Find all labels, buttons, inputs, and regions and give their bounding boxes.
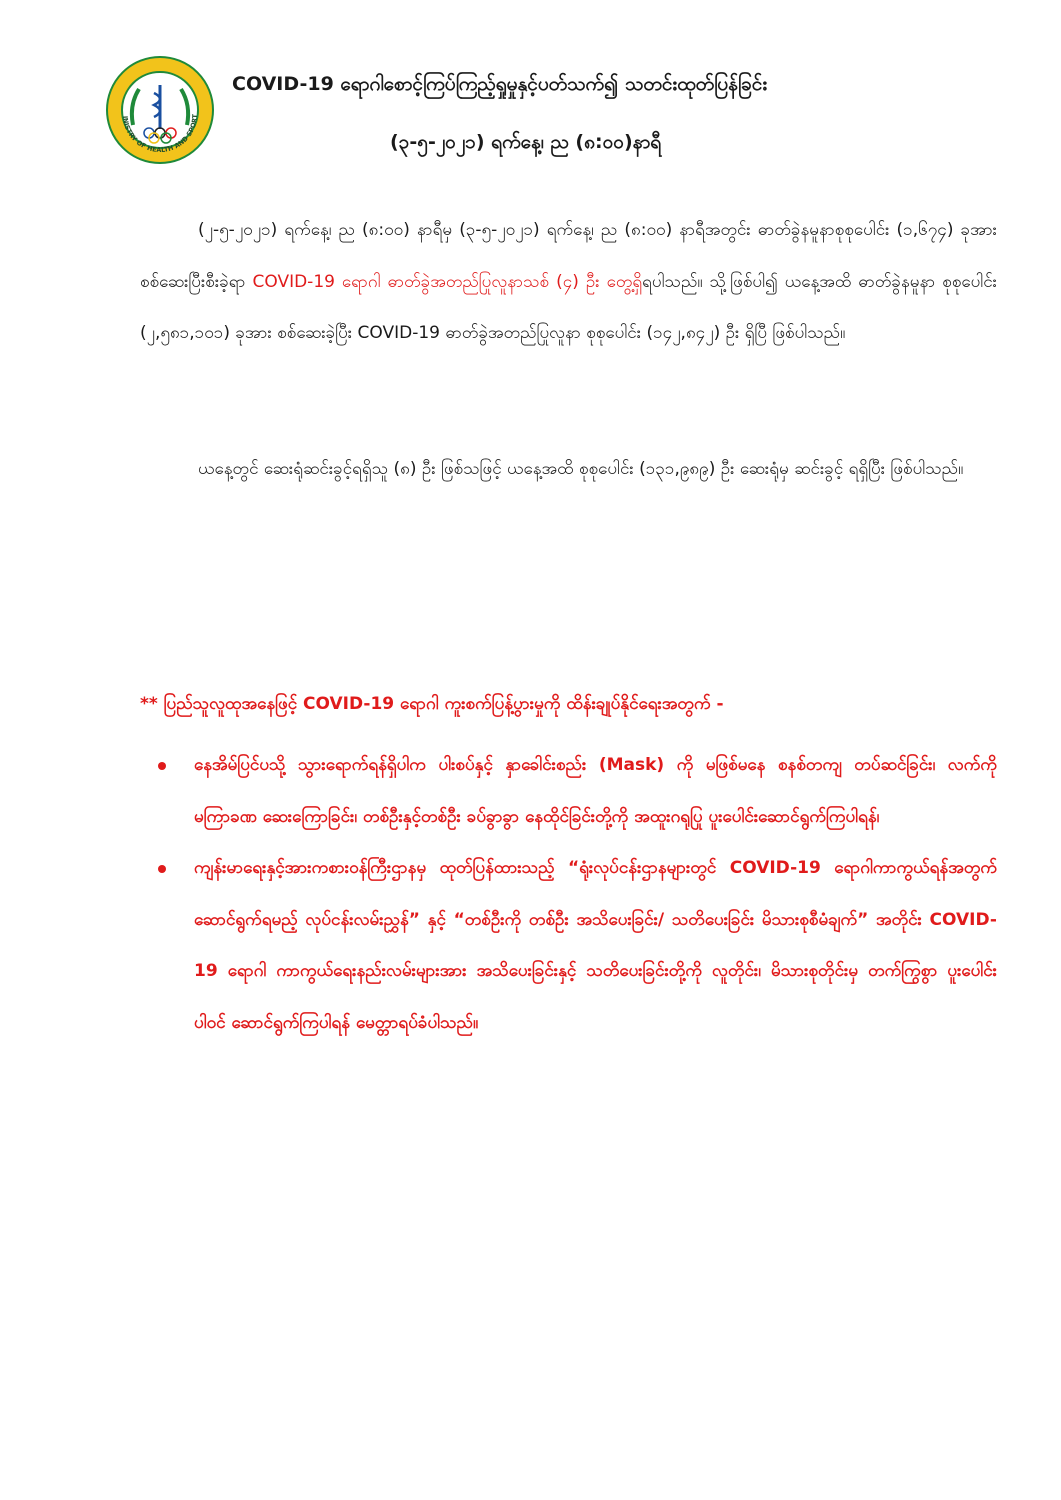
ministry-emblem-icon [105, 55, 215, 165]
advice-list-item [140, 843, 997, 1049]
report-paragraph-2 [140, 444, 997, 496]
paragraph-1-part-1: (၂-၅-၂၀၂၁) ရက်နေ့၊ ည (၈:၀၀) နာရီမှ (၃-၅-၂၀၂၁) ရက်နေ့၊ ည (၈:၀၀) နာရီအတွင်း ဓာတ်ခွဲနမူနာစုစုပေါင်း (၁,၆၇၄) ခုအား စစ်ဆေးပြီးစီးခဲ့ရာ [140, 220, 997, 292]
advice-list [140, 740, 997, 1049]
paragraph-1-part-2: ရပါသည်။ သို့ဖြစ်ပါ၍ ယနေ့အထိ ဓာတ်ခွဲနမူနာ စုစုပေါင်း (၂,၅၈၁,၁၀၁) ခုအား စစ်ဆေးခဲ့ပြီး COVID-19 ဓာတ်ခွဲအတည်ပြုလူနာ စုစုပေါင်း (၁၄၂,၈၄၂) ဦး ရှိပြီ ဖြစ်ပါသည်။ [140, 271, 997, 343]
advice-item-text: နေအိမ်ပြင်ပသို့ သွားရောက်ရန်ရှိပါက ပါးစပ်နှင့် နှာခေါင်းစည်း (Mask) ကို မဖြစ်မနေ စနစ်တကျ တပ်ဆင်ခြင်း၊ လက်ကို မကြာခဏ ဆေးကြောခြင်း၊ တစ်ဦးနှင့်တစ်ဦး ခပ်ခွာခွာ နေထိုင်ခြင်းတို့ကို အထူးဂရုပြု ပူးပေါင်းဆောင်ရွက်ကြပါရန်၊ [194, 755, 997, 827]
page-subtitle: (၃-၅-၂၀၂၁) ရက်နေ့၊ ည (၈:၀၀)နာရီ [390, 131, 662, 153]
bullet-icon [158, 762, 166, 770]
report-paragraph-1 [140, 205, 997, 360]
paragraph-2-text: ယနေ့တွင် ဆေးရုံဆင်းခွင့်ရရှိသူ (၈) ဦး ဖြစ်သဖြင့် ယနေ့အထိ စုစုပေါင်း (၁၃၁,၉၈၉) ဦး ဆေးရုံမှ ဆင်းခွင့် ရရှိပြီး ဖြစ်ပါသည်။ [198, 459, 964, 479]
page-title: COVID-19 ရောဂါစောင့်ကြပ်ကြည့်ရှုမှုနှင့်ပတ်သက်၍ သတင်းထုတ်ပြန်ခြင်း [232, 73, 768, 95]
advice-list-item [140, 740, 997, 843]
advice-heading: ** ပြည်သူလူထုအနေဖြင့် COVID-19 ရောဂါ ကူးစက်ပြန့်ပွားမှုကို ထိန်းချုပ်နိုင်ရေးအတွက် - [140, 694, 724, 714]
paragraph-1-highlight: COVID-19 ရောဂါ ဓာတ်ခွဲအတည်ပြုလူနာသစ် (၄) ဦး တွေ့ရှိ [252, 271, 643, 292]
logo-text: INISTRY OF HEALTH AND SPORT [120, 113, 200, 155]
advice-item-text: ကျန်းမာရေးနှင့်အားကစားဝန်ကြီးဌာနမှ ထုတ်ပြန်ထားသည့် “ရုံးလုပ်ငန်းဌာနများတွင် COVID-19 ရောဂါကာကွယ်ရန်အတွက် ဆောင်ရွက်ရမည့် လုပ်ငန်းလမ်းညွှန်” နှင့် “တစ်ဦးကို တစ်ဦး အသိပေးခြင်း/ သတိပေးခြင်း မိသားစုစီမံချက်” အတိုင်း COVID-19 ရောဂါ ကာကွယ်ရေးနည်းလမ်းများအား အသိပေးခြင်းနှင့် သတိပေးခြင်းတို့ကို လူတိုင်း၊ မိသားစုတိုင်းမှ တက်ကြွစွာ ပူးပေါင်း ပါဝင် ဆောင်ရွက်ကြပါရန် မေတ္တာရပ်ခံပါသည်။ [194, 858, 997, 1033]
bullet-icon [158, 865, 166, 873]
ministry-logo [105, 55, 215, 165]
